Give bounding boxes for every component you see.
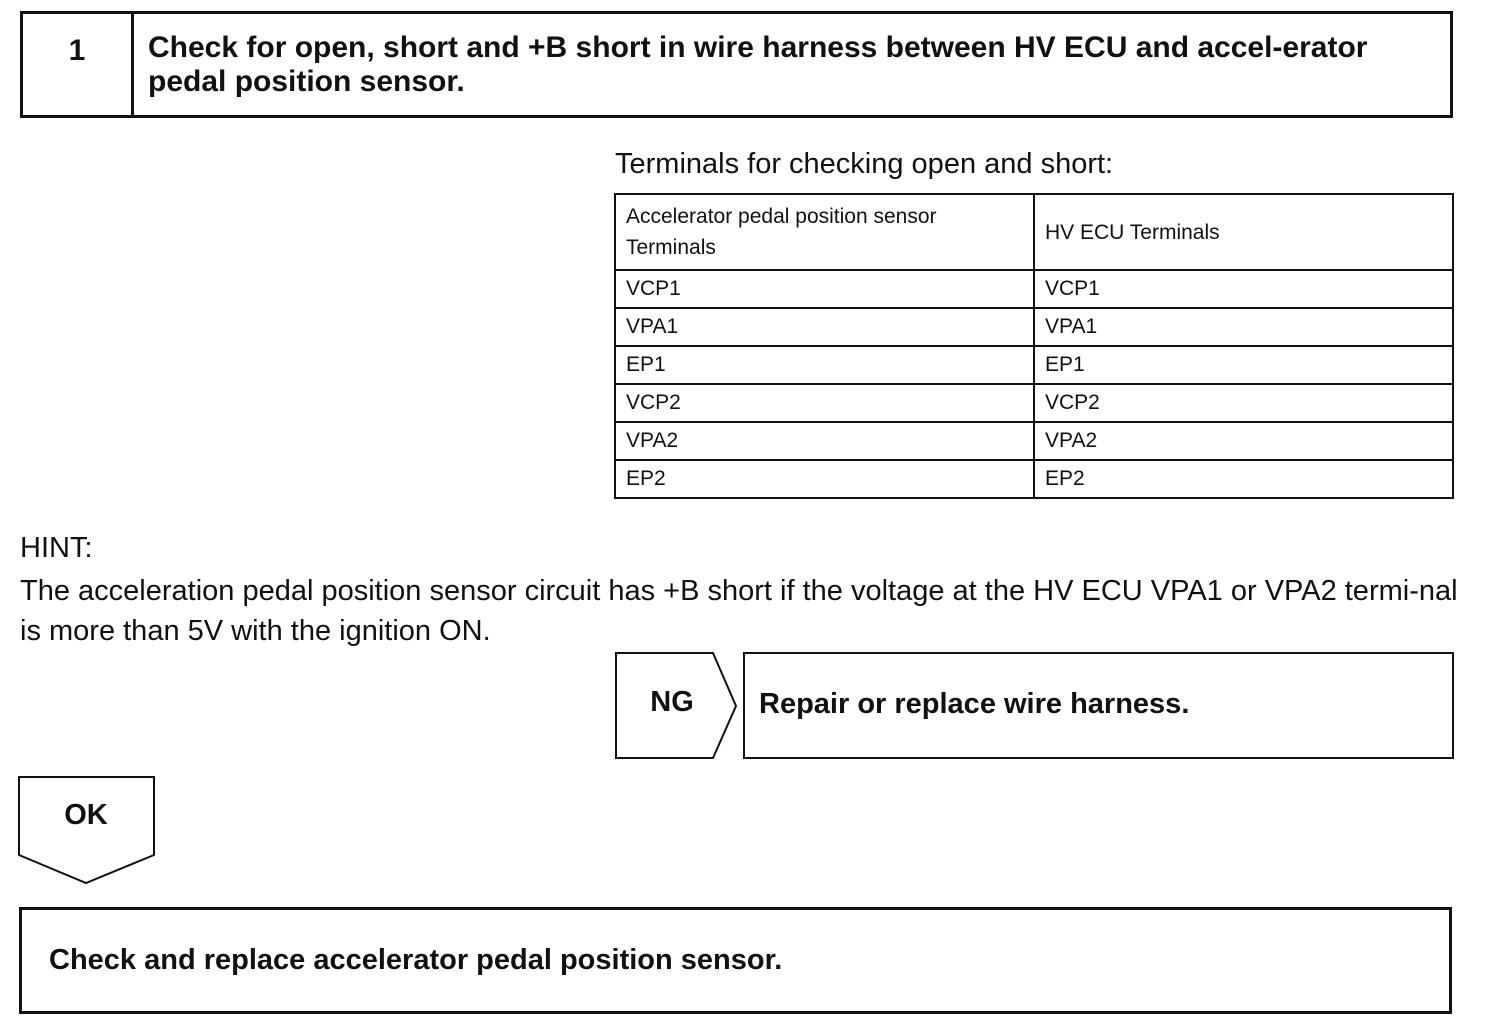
ok-label: OK bbox=[64, 799, 108, 831]
terminals-table bbox=[614, 193, 1454, 499]
sensor-terminal-cell: EP1 bbox=[615, 346, 1034, 384]
ecu-terminal-cell: EP2 bbox=[1034, 460, 1453, 498]
sensor-terminal-cell: EP2 bbox=[615, 460, 1034, 498]
table-row bbox=[615, 346, 1453, 384]
ecu-terminal-cell: VCP1 bbox=[1034, 270, 1453, 308]
table-caption: Terminals for checking open and short: bbox=[615, 148, 1114, 180]
ecu-terminal-cell: EP1 bbox=[1034, 346, 1453, 384]
next-step-box bbox=[19, 907, 1452, 1014]
hint-text: The acceleration pedal position sensor circuit has +B short if the voltage at the HV ECU VPA1 or VPA2 termi-nal is more than 5V with the ignition ON. bbox=[20, 575, 1458, 647]
ng-action-box bbox=[743, 652, 1454, 759]
table-row bbox=[615, 270, 1453, 308]
table-header-row bbox=[615, 194, 1453, 270]
ng-label: NG bbox=[650, 686, 694, 718]
sensor-terminal-cell: VPA2 bbox=[615, 422, 1034, 460]
table-row bbox=[615, 384, 1453, 422]
table-row bbox=[615, 308, 1453, 346]
ecu-terminal-cell: VPA1 bbox=[1034, 308, 1453, 346]
table-row bbox=[615, 460, 1453, 498]
header-sensor-terminals: Accelerator pedal position sensor Terminals bbox=[615, 194, 1034, 270]
table-row bbox=[615, 422, 1453, 460]
hint-label: HINT: bbox=[20, 532, 93, 564]
step-number: 1 bbox=[23, 14, 134, 115]
sensor-terminal-cell: VCP1 bbox=[615, 270, 1034, 308]
header-ecu-terminals: HV ECU Terminals bbox=[1034, 194, 1453, 270]
sensor-terminal-cell: VPA1 bbox=[615, 308, 1034, 346]
step-title: Check for open, short and +B short in wire harness between HV ECU and accel-erator pedal position sensor. bbox=[148, 31, 1368, 98]
sensor-terminal-cell: VCP2 bbox=[615, 384, 1034, 422]
next-step-text: Check and replace accelerator pedal position sensor. bbox=[49, 944, 783, 976]
ecu-terminal-cell: VPA2 bbox=[1034, 422, 1453, 460]
ecu-terminal-cell: VCP2 bbox=[1034, 384, 1453, 422]
ng-action-text: Repair or replace wire harness. bbox=[759, 688, 1190, 720]
step-header bbox=[20, 11, 1453, 118]
